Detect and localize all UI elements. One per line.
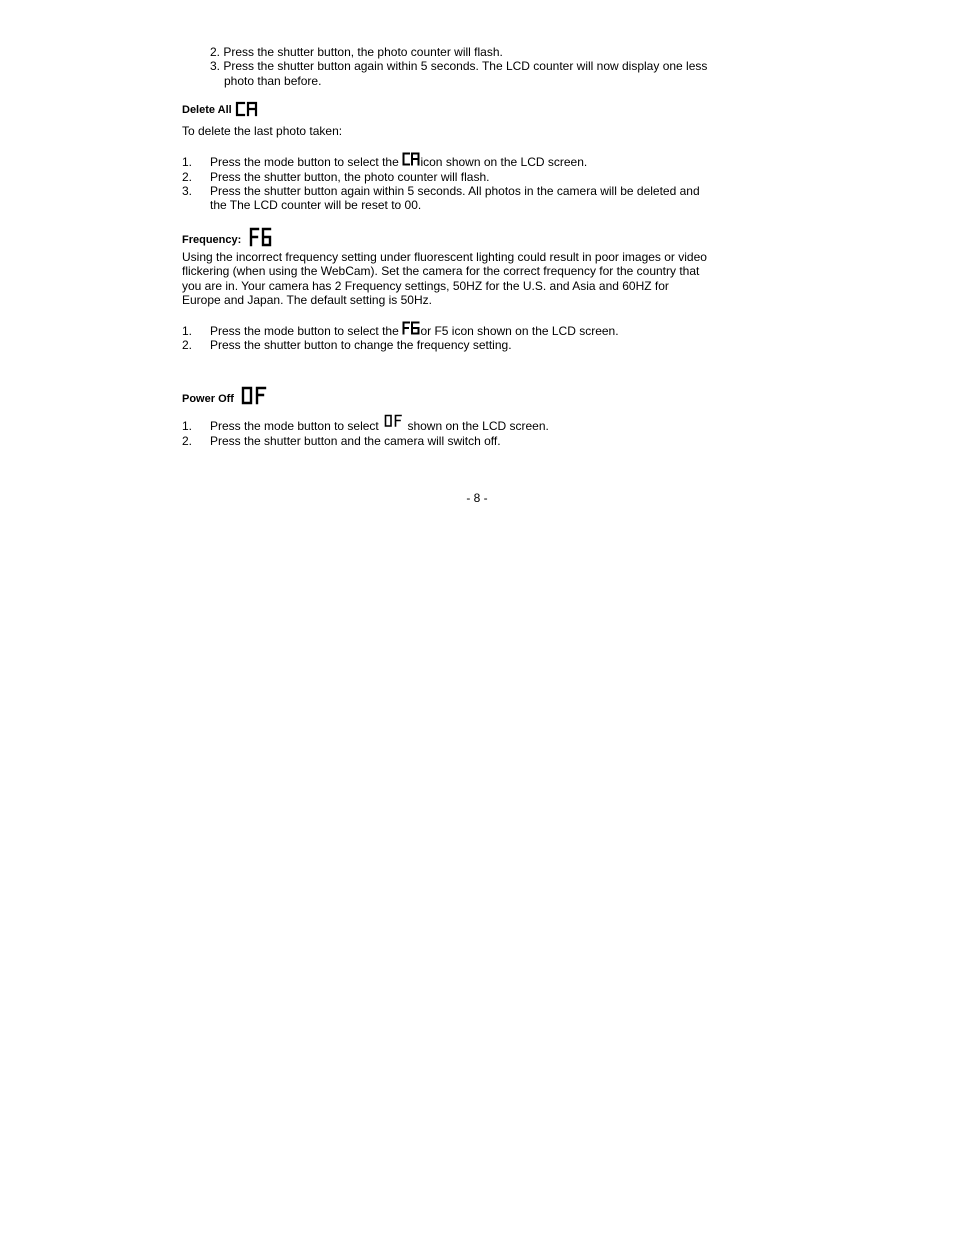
power-off-step-1-num: 1. (182, 419, 193, 433)
delete-all-heading: Delete All (182, 104, 232, 116)
power-off-heading-row (182, 386, 269, 406)
frequency-para-line-3: you are in. Your camera has 2 Frequency settings, 50HZ for the U.S. and Asia and 60HZ for (182, 279, 669, 293)
power-off-heading: Power Off (182, 393, 234, 405)
top-list-item-2: 2. Press the shutter button, the photo counter will flash. (210, 45, 503, 59)
delete-all-step-1-text-before: Press the mode button to select the (210, 155, 399, 169)
power-off-step-1-text-after: shown on the LCD screen. (407, 419, 549, 433)
top-list-item-3-line-2: photo than before. (224, 74, 322, 88)
delete-all-step-1-text-after: icon shown on the LCD screen. (420, 155, 588, 169)
lcd-ca-icon (235, 101, 259, 117)
delete-all-intro: To delete the last photo taken: (182, 124, 343, 138)
delete-all-step-2-num: 2. (182, 170, 193, 184)
power-off-step-2-num: 2. (182, 434, 193, 448)
lcd-f6-icon (249, 227, 273, 247)
frequency-heading: Frequency: (182, 234, 242, 246)
delete-all-step-1 (210, 152, 588, 169)
lcd-ca-icon (402, 152, 420, 166)
frequency-step-1-num: 1. (182, 324, 193, 338)
frequency-heading-row (182, 227, 273, 247)
frequency-para-line-2: flickering (when using the WebCam). Set the camera for the correct frequency for the country that (182, 264, 700, 278)
frequency-step-2-num: 2. (182, 338, 193, 352)
power-off-step-2: Press the shutter button and the camera will switch off. (210, 434, 501, 448)
page-number: - 8 - (466, 491, 488, 505)
power-off-step-1-text-before: Press the mode button to select (210, 419, 379, 433)
delete-all-step-3-line-1: Press the shutter button again within 5 seconds. All photos in the camera will be deleted and (210, 184, 700, 198)
frequency-step-1 (210, 321, 619, 338)
power-off-step-1 (210, 414, 549, 433)
delete-all-step-3-line-2: the The LCD counter will be reset to 00. (210, 198, 422, 212)
lcd-of-icon (241, 386, 269, 406)
delete-all-step-1-num: 1. (182, 155, 193, 169)
lcd-of-icon (384, 414, 404, 428)
frequency-step-1-text-before: Press the mode button to select the (210, 324, 399, 338)
frequency-step-2: Press the shutter button to change the frequency setting. (210, 338, 512, 352)
delete-all-step-3-num: 3. (182, 184, 193, 198)
frequency-para-line-1: Using the incorrect frequency setting under fluorescent lighting could result in poor images or video (182, 250, 707, 264)
frequency-step-1-text-after: or F5 icon shown on the LCD screen. (420, 324, 619, 338)
delete-all-heading-row (182, 101, 259, 117)
top-list-item-3-line-1: 3. Press the shutter button again within 5 seconds. The LCD counter will now display one less (210, 59, 708, 73)
delete-all-step-2: Press the shutter button, the photo counter will flash. (210, 170, 490, 184)
frequency-para-line-4: Europe and Japan. The default setting is 50Hz. (182, 293, 432, 307)
lcd-f6-icon (402, 321, 420, 335)
